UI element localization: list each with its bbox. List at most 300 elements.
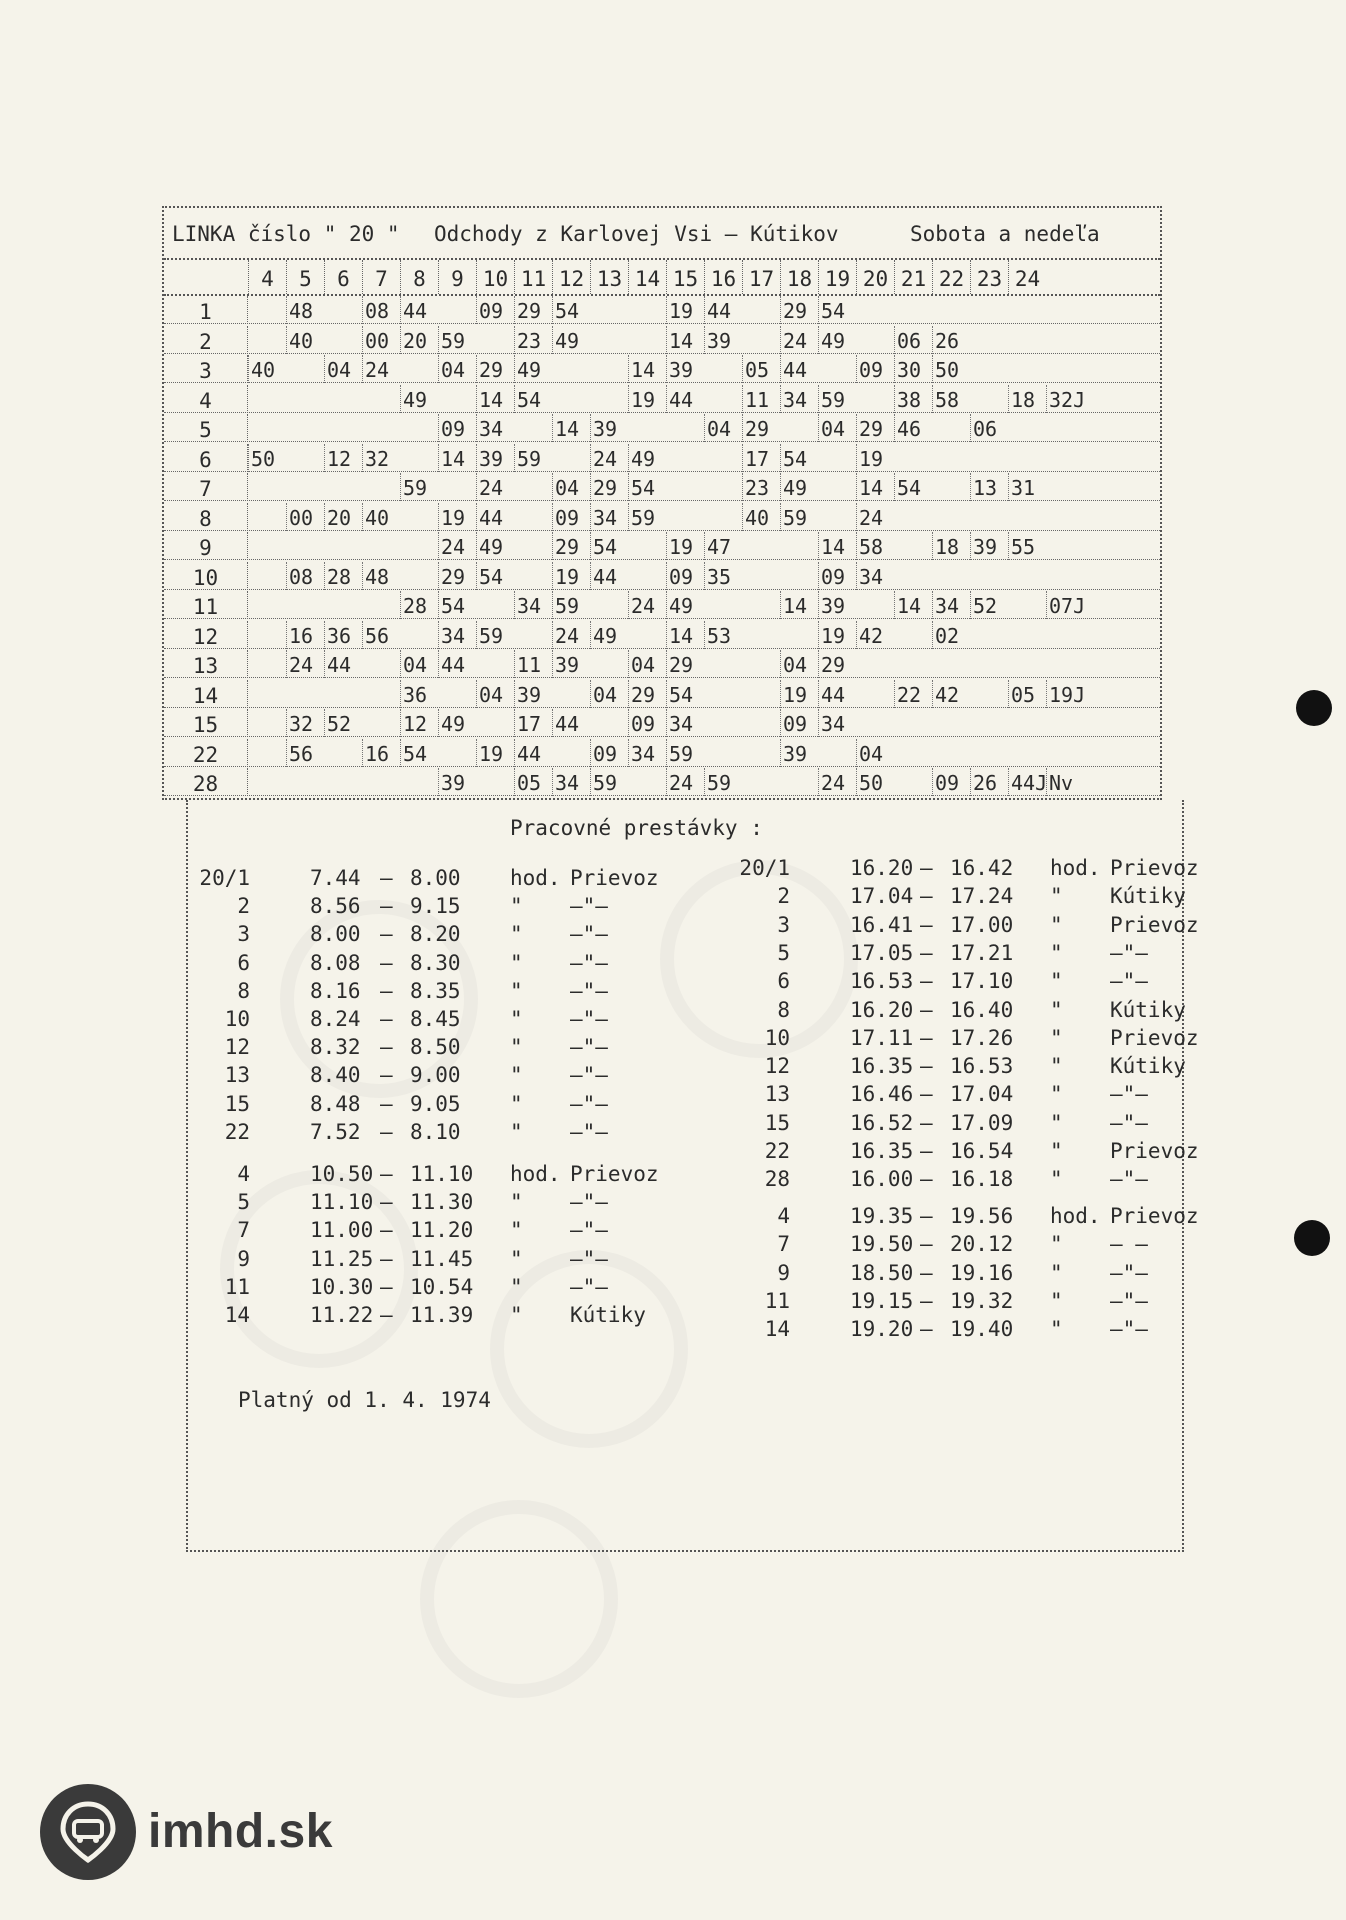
departure-minute: 29 [590,473,628,501]
break-place: Prievoz [570,1162,659,1186]
departure-minute: 23 [742,473,780,501]
departure-minute: 34 [476,414,514,442]
departure-minute: 59 [628,503,666,531]
hour-header-cell: 23 [970,260,1008,294]
departure-minute: 53 [704,621,742,649]
departure-minute: 14 [856,473,894,501]
departure-minute: 49 [666,591,704,619]
break-unit: " [1050,940,1063,965]
departure-minute: 39 [704,326,742,354]
row-day: 3 [164,355,248,383]
departure-minute: 49 [552,326,590,354]
break-from: 16.52 [850,1110,914,1135]
table-row [164,621,1160,649]
row-day: 7 [164,473,248,501]
departure-minute: 40 [286,326,324,354]
break-day: 8 [777,997,790,1022]
break-place: –"– [1110,969,1148,994]
departure-minute: 14 [438,444,476,472]
break-dash: – [920,1025,933,1050]
table-row [164,650,1160,678]
departure-minute: 09 [438,414,476,442]
departure-minute: 44 [324,650,362,678]
departure-minute: 49 [780,473,818,501]
break-place: –"– [570,894,608,919]
departure-minute: 39 [438,768,476,796]
break-from: 8.16 [310,978,361,1003]
break-unit: " [510,1303,523,1327]
break-to: 9.00 [410,1063,461,1088]
departure-minute: 00 [362,326,400,354]
table-row [164,414,1160,442]
hour-header-cell: 6 [324,260,362,294]
break-dash: – [380,950,393,975]
break-day: 7 [777,1232,790,1257]
departure-minute: 49 [628,444,666,472]
departure-minute: 19 [438,503,476,531]
departure-minute: 52 [324,709,362,737]
break-day: 2 [237,894,250,919]
break-from: 8.00 [310,922,361,947]
hour-header-row [164,260,1160,296]
departure-minute: 39 [780,739,818,767]
departure-minute: 29 [742,414,780,442]
break-day: 11 [224,1274,250,1299]
break-from: 17.04 [850,884,914,909]
break-from: 16.20 [850,997,914,1022]
departure-minute: 54 [590,532,628,560]
break-day: 12 [224,1035,250,1060]
break-unit: " [510,1035,523,1060]
departure-minute: 54 [552,296,590,324]
break-from: 11.00 [310,1218,374,1243]
row-day: 6 [164,444,248,472]
break-unit: " [510,922,523,947]
departure-minute: 29 [780,296,818,324]
departure-minute: 34 [856,562,894,590]
departure-minute: 34 [780,385,818,413]
break-day: 9 [237,1246,250,1271]
break-day: 22 [224,1119,250,1144]
break-dash: – [920,1288,933,1313]
break-from: 16.41 [850,912,914,937]
departure-minute: 09 [932,768,970,796]
table-row [164,680,1160,708]
hour-header-cell: 5 [286,260,324,294]
departure-minute: 14 [818,532,856,560]
departure-minute: 09 [856,355,894,383]
departure-minute: 54 [894,473,932,501]
hour-header-cell: 15 [666,260,704,294]
break-place: –"– [1110,1082,1148,1107]
departure-minute: 44 [514,739,552,767]
departure-minute: 08 [362,296,400,324]
break-dash: – [380,978,393,1003]
punch-hole [1296,690,1332,726]
hour-header-cell: 21 [894,260,932,294]
departure-minute: 59 [704,768,742,796]
break-day: 6 [237,950,250,975]
departure-minute: 04 [552,473,590,501]
break-to: 19.16 [950,1260,1014,1285]
break-to: 8.10 [410,1119,461,1144]
break-day: 14 [764,1317,790,1342]
hour-header-cell: 13 [590,260,628,294]
break-day: 5 [237,1190,250,1215]
break-from: 19.20 [850,1317,914,1342]
break-from: 8.40 [310,1063,361,1088]
hour-header-cell: 7 [362,260,400,294]
departure-minute: 40 [248,355,286,383]
break-dash: – [920,1167,933,1192]
break-dash: – [380,1063,393,1088]
brand-name: imhd.sk [148,1805,333,1858]
table-row [164,296,1160,324]
departure-minute: 40 [742,503,780,531]
break-day: 10 [764,1025,790,1050]
break-to: 20.12 [950,1232,1014,1257]
departure-minute: 29 [818,650,856,678]
break-day: 3 [237,922,250,947]
break-dash: – [380,1007,393,1031]
departure-minute: 54 [514,385,552,413]
hour-header-cell: 17 [742,260,780,294]
departure-minute: 36 [400,680,438,708]
table-row [164,739,1160,767]
row-day: 12 [164,621,248,649]
break-unit: " [1050,1232,1063,1257]
break-to: 11.45 [410,1246,474,1271]
departure-minute: 34 [552,768,590,796]
row-day: 5 [164,414,248,442]
departure-minute: 54 [400,739,438,767]
departure-minute: 17 [514,709,552,737]
departure-minute: 24 [856,503,894,531]
break-day: 15 [764,1110,790,1135]
break-place: –"– [570,978,608,1003]
departure-minute: 22 [894,680,932,708]
break-unit: " [1050,1139,1063,1163]
break-place: –"– [570,1274,608,1299]
departure-minute: 44 [780,355,818,383]
departure-minute: 04 [818,414,856,442]
departure-minute: 24 [362,355,400,383]
breaks-title: Pracovné prestávky : [510,816,763,840]
departure-minute: 24 [666,768,704,796]
table-row [164,473,1160,501]
break-unit: " [510,950,523,975]
break-to: 8.35 [410,978,461,1003]
table-row [164,591,1160,619]
departure-minute: 28 [324,562,362,590]
departure-minute: 40 [362,503,400,531]
departure-minute: 19J [1046,680,1084,708]
break-to: 8.30 [410,950,461,975]
departure-minute: 59 [780,503,818,531]
break-to: 17.00 [950,912,1014,937]
departure-minute: 04 [856,739,894,767]
break-to: 8.00 [410,866,461,890]
departure-minute: 34 [628,739,666,767]
departure-minute: 34 [438,621,476,649]
departure-minute: 19 [476,739,514,767]
break-dash: – [380,922,393,947]
departure-minute: 19 [666,296,704,324]
break-place: Prievoz [1110,912,1199,937]
departure-minute: 50 [856,768,894,796]
departure-minute: 32 [362,444,400,472]
break-place: –"– [570,1190,608,1215]
departure-minute: 50 [932,355,970,383]
break-from: 16.35 [850,1139,914,1163]
break-to: 17.10 [950,969,1014,994]
break-unit: " [510,1190,523,1215]
break-unit: " [510,1091,523,1116]
row-day: 4 [164,385,248,413]
departure-minute: 30 [894,355,932,383]
departure-minute: 23 [514,326,552,354]
break-place: –"– [570,922,608,947]
break-unit: " [1050,1260,1063,1285]
break-to: 16.54 [950,1139,1014,1163]
break-unit: " [1050,969,1063,994]
line-number: LINKA číslo " 20 " [172,222,400,246]
hour-header-cell: 12 [552,260,590,294]
imhd-logo-icon [40,1784,136,1880]
break-dash: – [920,940,933,965]
departure-minute: 14 [894,591,932,619]
break-place: Prievoz [1110,1025,1199,1050]
break-from: 8.24 [310,1007,361,1031]
break-place: –"– [570,950,608,975]
break-place: –"– [1110,1288,1148,1313]
hour-header-cell: 14 [628,260,666,294]
departure-minute: 39 [970,532,1008,560]
break-place: –"– [570,1119,608,1144]
departure-minute: 49 [476,532,514,560]
break-day: 3 [777,912,790,937]
break-place: –"– [570,1063,608,1088]
departure-minute: 14 [628,355,666,383]
break-day: 20/1 [199,866,250,890]
departure-minute: 24 [818,768,856,796]
break-place: Kútiky [1110,884,1186,909]
hour-header-cell: 20 [856,260,894,294]
departure-minute: 29 [514,296,552,324]
timetable-grid [162,206,1162,800]
departure-minute: 34 [932,591,970,619]
row-day: 15 [164,709,248,737]
departure-minute: 39 [514,680,552,708]
break-from: 7.44 [310,866,361,890]
break-day: 13 [224,1063,250,1088]
departure-minute: 04 [780,650,818,678]
break-to: 16.42 [950,856,1014,880]
break-from: 11.22 [310,1303,374,1327]
departure-minute: 14 [476,385,514,413]
table-row [164,444,1160,472]
departure-minute: 09 [628,709,666,737]
break-dash: – [380,1190,393,1215]
break-place: –"– [1110,1260,1148,1285]
break-place: Prievoz [1110,1139,1199,1163]
departure-minute: 59 [666,739,704,767]
hour-header-cell: 10 [476,260,514,294]
departure-minute: 29 [856,414,894,442]
break-unit: " [1050,884,1063,909]
departure-minute: 47 [704,532,742,560]
row-day: 1 [164,296,248,324]
departure-minute: 59 [514,444,552,472]
break-day: 20/1 [739,856,790,880]
table-row [164,532,1160,560]
hour-header-cell: 24 [1008,260,1046,294]
break-unit: " [510,1007,523,1031]
break-unit: " [1050,912,1063,937]
break-dash: – [380,1119,393,1144]
break-from: 19.50 [850,1232,914,1257]
break-day: 4 [237,1162,250,1186]
departure-minute: 14 [780,591,818,619]
departure-minute: 14 [552,414,590,442]
departure-minute: 18 [1008,385,1046,413]
break-dash: – [920,1260,933,1285]
break-unit: " [510,1218,523,1243]
departure-minute: 39 [666,355,704,383]
departure-minute: 24 [286,650,324,678]
departure-minute: 54 [818,296,856,324]
table-row [164,503,1160,531]
departure-minute: 52 [970,591,1008,619]
departure-minute: 11 [742,385,780,413]
break-from: 8.32 [310,1035,361,1060]
break-from: 17.05 [850,940,914,965]
departure-minute: 08 [286,562,324,590]
break-from: 17.11 [850,1025,914,1050]
departure-minute: 04 [438,355,476,383]
departure-minute: 06 [970,414,1008,442]
departure-minute: 19 [666,532,704,560]
departure-minute: 05 [1008,680,1046,708]
departure-minute: 58 [856,532,894,560]
break-day: 8 [237,978,250,1003]
departure-minute: 20 [324,503,362,531]
break-unit: " [510,978,523,1003]
break-to: 17.26 [950,1025,1014,1050]
break-day: 14 [224,1303,250,1327]
break-place: – – [1110,1232,1148,1257]
departure-minute: 16 [362,739,400,767]
break-to: 10.54 [410,1274,474,1299]
departure-minute: 54 [438,591,476,619]
break-place: Prievoz [570,866,659,890]
departure-minute: 59 [590,768,628,796]
departure-minute: 11 [514,650,552,678]
break-dash: – [920,1110,933,1135]
row-day: 8 [164,503,248,531]
break-day: 22 [764,1139,790,1163]
hour-header-cell: 16 [704,260,742,294]
punch-hole [1294,1220,1330,1256]
row-day: 14 [164,680,248,708]
break-dash: – [380,1035,393,1060]
break-dash: – [920,1139,933,1163]
departure-minute: 26 [932,326,970,354]
departure-minute: 42 [856,621,894,649]
row-day: 11 [164,591,248,619]
break-dash: – [920,1204,933,1228]
break-to: 16.18 [950,1167,1014,1192]
break-unit: " [1050,1167,1063,1192]
break-day: 12 [764,1054,790,1079]
departure-minute: 44 [552,709,590,737]
departure-minute: 09 [476,296,514,324]
departure-minute: 24 [552,621,590,649]
row-day: 9 [164,532,248,560]
departure-minute: 12 [324,444,362,472]
departure-minute: 44 [818,680,856,708]
departure-minute: 44J [1008,768,1046,796]
departure-minute: 04 [476,680,514,708]
break-day: 11 [764,1288,790,1313]
break-unit: " [1050,1110,1063,1135]
departure-minute: 16 [286,621,324,649]
break-unit: " [1050,997,1063,1022]
break-day: 6 [777,969,790,994]
departure-minute: 19 [856,444,894,472]
departure-minute: 46 [894,414,932,442]
break-to: 19.40 [950,1317,1014,1342]
departure-minute: 24 [780,326,818,354]
break-from: 10.30 [310,1274,374,1299]
departure-minute: 29 [552,532,590,560]
departure-minute: 39 [590,414,628,442]
departure-minute: 29 [476,355,514,383]
departure-minute: 28 [400,591,438,619]
departure-minute: 04 [704,414,742,442]
departure-minute: 20 [400,326,438,354]
departure-minute: 59 [552,591,590,619]
break-day: 7 [237,1218,250,1243]
departure-minute: 04 [400,650,438,678]
break-dash: – [380,1246,393,1271]
break-day: 9 [777,1260,790,1285]
departure-minute: 09 [552,503,590,531]
departure-minute: 35 [704,562,742,590]
departure-minute: 32 [286,709,324,737]
break-dash: – [380,894,393,919]
departure-minute: 04 [324,355,362,383]
departure-minute: 18 [932,532,970,560]
departure-minute: 56 [286,739,324,767]
departure-minute: 56 [362,621,400,649]
break-place: Prievoz [1110,856,1199,880]
break-to: 19.56 [950,1204,1014,1228]
departure-minute: 24 [590,444,628,472]
break-day: 4 [777,1204,790,1228]
departure-minute: 49 [514,355,552,383]
departure-minute: 49 [438,709,476,737]
departure-minute: 29 [628,680,666,708]
departure-minute: 54 [628,473,666,501]
departure-minute: 26 [970,768,1008,796]
table-row [164,709,1160,737]
departure-minute: 09 [666,562,704,590]
departure-minute: 05 [514,768,552,796]
departure-minute: Nv [1046,768,1084,796]
row-day: 22 [164,739,248,767]
departure-minute: 13 [970,473,1008,501]
